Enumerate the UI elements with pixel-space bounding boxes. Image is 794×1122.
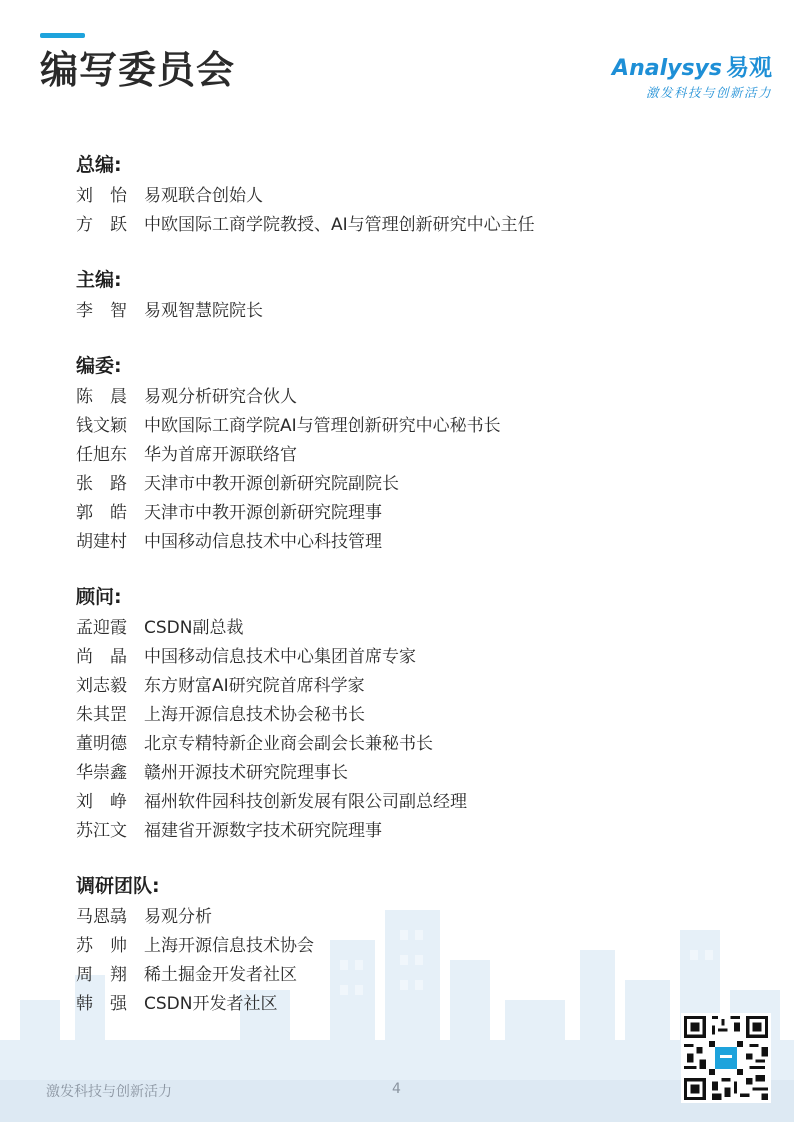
member-row [76, 441, 676, 470]
member-row [76, 528, 676, 557]
member-role: 易观分析研究合伙人 [144, 387, 297, 407]
member-name: 钱文颖 [76, 416, 127, 436]
member-name: 胡建村 [76, 532, 127, 552]
page-title: 编写委员会 [40, 48, 236, 92]
member-row [76, 903, 676, 932]
member-role: 华为首席开源联络官 [144, 445, 297, 465]
member-name: 董明德 [76, 734, 127, 754]
member-role: CSDN副总裁 [144, 618, 244, 638]
member-name: 刘 怡 [76, 186, 127, 206]
logo-cn: 易观 [726, 55, 772, 81]
member-name: 苏江文 [76, 821, 127, 841]
member-role: 易观智慧院院长 [144, 301, 263, 321]
section-editorial-board [76, 352, 676, 557]
member-name: 陈 晨 [76, 387, 127, 407]
member-role: 北京专精特新企业商会副会长兼秘书长 [144, 734, 433, 754]
member-row [76, 383, 676, 412]
member-role: 上海开源信息技术协会 [144, 936, 314, 956]
member-row [76, 643, 676, 672]
logo-text: Analysys [612, 56, 722, 81]
member-row [76, 730, 676, 759]
member-row [76, 990, 676, 1019]
member-row [76, 412, 676, 441]
member-role: 上海开源信息技术协会秘书长 [144, 705, 365, 725]
member-role: CSDN开发者社区 [144, 994, 278, 1014]
section-chief-editor [76, 266, 676, 326]
member-role: 赣州开源技术研究院理事长 [144, 763, 348, 783]
member-name: 任旭东 [76, 445, 127, 465]
member-role: 易观分析 [144, 907, 212, 927]
member-name: 李 智 [76, 301, 127, 321]
member-name: 周 翔 [76, 965, 127, 985]
member-name: 朱其罡 [76, 705, 127, 725]
member-row [76, 297, 676, 326]
member-role: 易观联合创始人 [144, 186, 263, 206]
member-role: 中国移动信息技术中心科技管理 [144, 532, 382, 552]
committee-list [76, 151, 676, 1019]
member-row [76, 759, 676, 788]
section-title: 编委: [76, 355, 122, 377]
member-role: 天津市中教开源创新研究院理事 [144, 503, 382, 523]
analysys-logo [602, 54, 772, 101]
member-row [76, 211, 676, 240]
section-title: 顾问: [76, 586, 122, 608]
section-editor-in-chief [76, 151, 676, 240]
member-name: 尚 晶 [76, 647, 127, 667]
qr-code-icon [681, 1013, 771, 1103]
member-role: 中国移动信息技术中心集团首席专家 [144, 647, 416, 667]
page-number: 4 [392, 1081, 401, 1097]
section-title: 总编: [76, 154, 122, 176]
member-name: 方 跃 [76, 215, 127, 235]
member-role: 东方财富AI研究院首席科学家 [144, 676, 365, 696]
member-role: 福建省开源数字技术研究院理事 [144, 821, 382, 841]
member-name: 韩 强 [76, 994, 127, 1014]
title-accent-bar [40, 33, 85, 38]
member-name: 华崇鑫 [76, 763, 127, 783]
member-role: 稀土掘金开发者社区 [144, 965, 297, 985]
logo-wordmark [602, 54, 772, 83]
member-row [76, 614, 676, 643]
member-row [76, 961, 676, 990]
section-title: 调研团队: [76, 875, 160, 897]
member-row [76, 672, 676, 701]
member-row [76, 470, 676, 499]
member-role: 中欧国际工商学院AI与管理创新研究中心秘书长 [144, 416, 501, 436]
member-name: 刘志毅 [76, 676, 127, 696]
member-row [76, 788, 676, 817]
member-row [76, 499, 676, 528]
section-advisors [76, 583, 676, 846]
member-name: 马恩骉 [76, 907, 127, 927]
member-name: 张 路 [76, 474, 127, 494]
member-name: 苏 帅 [76, 936, 127, 956]
member-name: 孟迎霞 [76, 618, 127, 638]
member-name: 郭 皓 [76, 503, 127, 523]
member-row [76, 182, 676, 211]
logo-tagline: 激发科技与创新活力 [645, 85, 772, 100]
member-row [76, 701, 676, 730]
section-research-team [76, 872, 676, 1019]
member-role: 福州软件园科技创新发展有限公司副总经理 [144, 792, 467, 812]
footer-slogan: 激发科技与创新活力 [46, 1084, 172, 1100]
member-row [76, 932, 676, 961]
member-name: 刘 峥 [76, 792, 127, 812]
member-role: 中欧国际工商学院教授、AI与管理创新研究中心主任 [144, 215, 535, 235]
section-title: 主编: [76, 269, 122, 291]
member-role: 天津市中教开源创新研究院副院长 [144, 474, 399, 494]
member-row [76, 817, 676, 846]
